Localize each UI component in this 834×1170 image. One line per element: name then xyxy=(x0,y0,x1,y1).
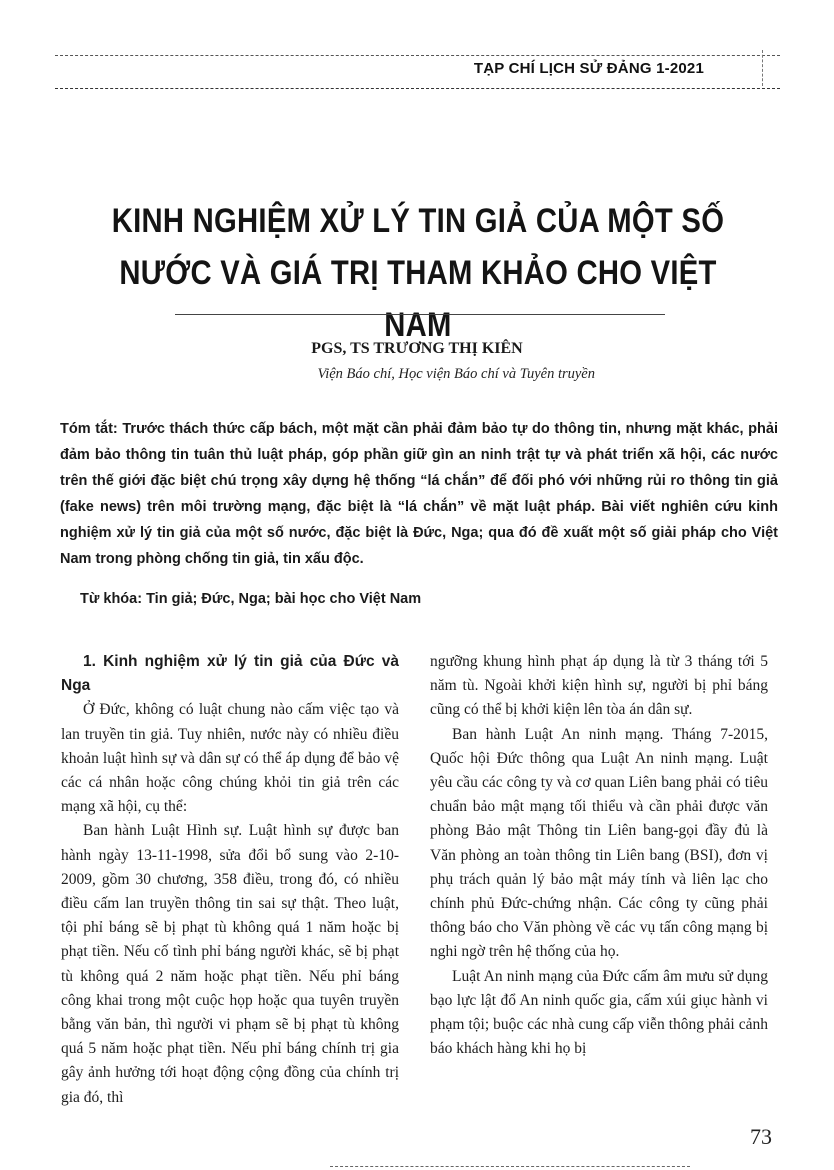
section-heading: 1. Kinh nghiệm xử lý tin giả của Đức và Nga xyxy=(61,653,399,695)
abstract: Tóm tắt: Trước thách thức cấp bách, một mặt cần phải đảm bảo tự do thông tin, nhưng mặt khác, phải đảm bảo thông tin tuân thủ luật pháp, góp phần giữ gìn an ninh trật tự và phát triển xã hội, các nước trên thế giới đặc biệt chú trọng xây dựng hệ thống “lá chắn” để đối phó với những rủi ro thông tin giả (fake news) trên môi trường mạng, đặc biệt là “lá chắn” về mặt luật pháp. Bài viết nghiên cứu kinh nghiệm xử lý tin giả của một số nước, đặc biệt là Đức, Nga; qua đó đề xuất một số giải pháp cho Việt Nam trong phòng chống tin giả, tin xấu độc. xyxy=(60,421,778,567)
body-paragraph: Ở Đức, không có luật chung nào cấm việc tạo và lan truyền tin giả. Tuy nhiên, nước này có nhiều điều khoản luật hình sự và dân sự có thể áp dụng để bảo vệ các cá nhân hoặc công chúng khỏi tin giả trên các mạng xã hội, cụ thể: xyxy=(61,701,399,816)
journal-header: TẠP CHÍ LỊCH SỬ ĐẢNG 1-2021 xyxy=(473,60,704,77)
body-paragraph: Ban hành Luật An ninh mạng. Tháng 7-2015, Quốc hội Đức thông qua Luật An ninh mạng. Luật yêu cầu các công ty và cơ quan Liên bang phải có tiêu chuẩn bảo mật mạng tối thiểu và cần phải được văn phòng Bảo mật Thông tin Liên bang-gọi đầy đủ là Văn phòng an toàn thông tin Liên bang (BSI), đơn vị phụ trách quản lý bảo mật máy tính và liên lạc cho chính phủ Đức-chứng nhận. Các công ty cũng phải thông báo cho Văn phòng về các vụ tấn công mạng bị nghi ngờ trên hệ thống của họ. xyxy=(430,725,768,961)
footer-rule xyxy=(330,1166,690,1167)
body-paragraph: ngưỡng khung hình phạt áp dụng là từ 3 tháng tới 5 năm tù. Ngoài khởi kiện hình sự, người bị phỉ báng cũng có thể bị khởi kiện lên tòa án dân sự. xyxy=(430,653,768,719)
page-number: 73 xyxy=(750,1124,772,1149)
article-author: PGS, TS TRƯƠNG THỊ KIÊN xyxy=(311,340,523,357)
body-column-right xyxy=(430,650,768,1061)
header-rule-bottom xyxy=(55,88,780,89)
author-affiliation: Viện Báo chí, Học viện Báo chí và Tuyên truyền xyxy=(317,366,595,382)
keywords: Từ khóa: Tin giả; Đức, Nga; bài học cho Việt Nam xyxy=(80,591,422,607)
header-rule-top xyxy=(55,55,780,56)
title-rule xyxy=(175,314,665,315)
body-paragraph: Luật An ninh mạng của Đức cấm âm mưu sử dụng bạo lực lật đổ An ninh quốc gia, cấm xúi giục hành vi phạm tội; buộc các nhà cung cấp viễn thông phải cảnh báo khách hàng khi họ bị xyxy=(430,967,768,1058)
body-column-left xyxy=(61,650,399,1110)
header-margin-mark xyxy=(762,50,783,86)
article-title: KINH NGHIỆM XỬ LÝ TIN GIẢ CỦA MỘT SỐ NƯỚC VÀ GIÁ TRỊ THAM KHẢO CHO VIỆT NAM xyxy=(111,202,725,344)
body-paragraph: Ban hành Luật Hình sự. Luật hình sự được ban hành ngày 13-11-1998, sửa đổi bổ sung vào 2-10-2009, gồm 30 chương, 358 điều, trong đó, có nhiều điều cấm lan truyền thông tin sai sự thật. Theo luật, tội phỉ báng sẽ bị phạt tù không quá 1 năm hoặc bị phạt tiền. Nếu cố tình phỉ báng người khác, sẽ bị phạt tù không quá 2 năm hoặc phạt tiền. Nếu phỉ báng công khai trong một cuộc họp hoặc qua tuyên truyền bằng văn bản, thì người vi phạm sẽ bị phạt tù không quá 5 năm hoặc phạt tiền. Nếu phỉ báng chính trị gia gây ảnh hưởng tới hoạt động cộng đồng của chính trị gia đó, thì xyxy=(61,822,399,1106)
